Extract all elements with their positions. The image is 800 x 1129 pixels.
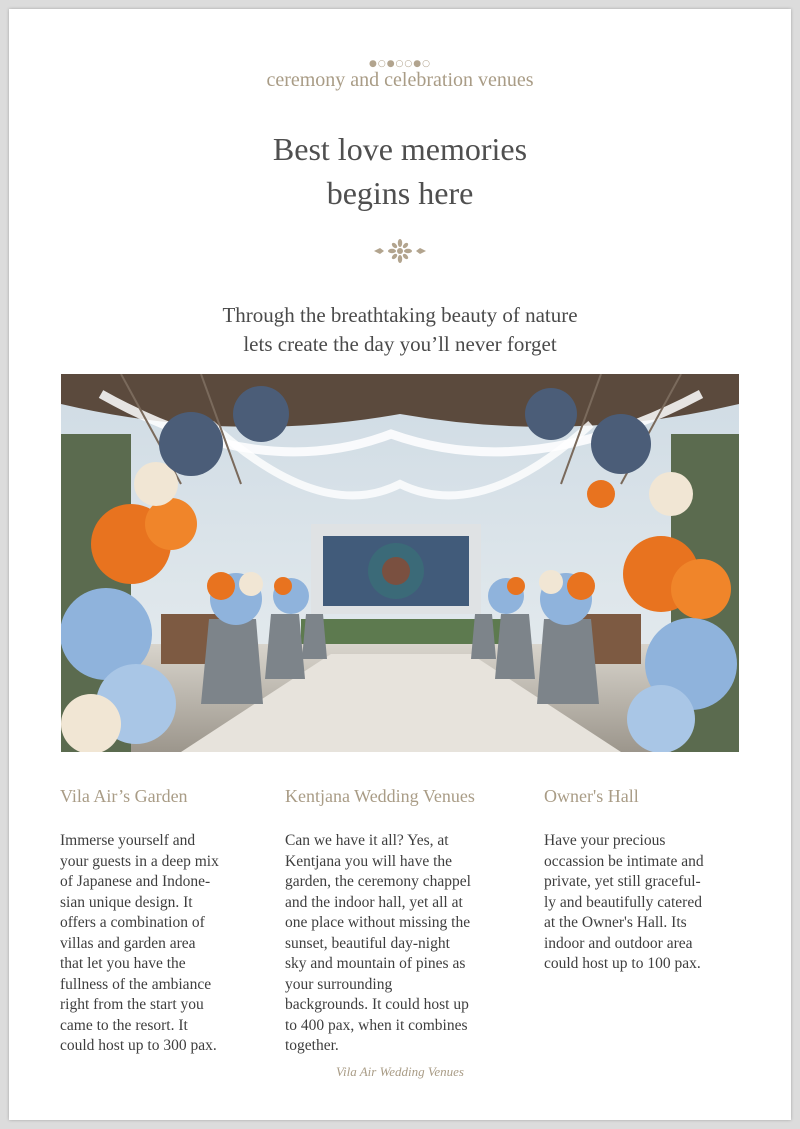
venue-title-owners-hall: Owner's Hall bbox=[544, 786, 639, 806]
venue-title-kentjana: Kentjana Wedding Venues bbox=[285, 786, 475, 806]
description-line: Kentjana you will have the bbox=[285, 852, 453, 870]
wedding-aisle-photo bbox=[61, 374, 739, 752]
brochure-page bbox=[9, 9, 791, 1120]
description-line: sian unique design. It bbox=[60, 893, 193, 911]
description-line: villas and garden area bbox=[60, 934, 196, 952]
page-subheading bbox=[9, 301, 791, 359]
description-line: one place without missing the bbox=[285, 914, 471, 931]
description-line: sky and mountain of pines as bbox=[285, 955, 466, 972]
description-line: could host up to 100 pax. bbox=[544, 955, 701, 972]
description-line: came to the resort. It bbox=[60, 1016, 188, 1034]
description-line: private, yet still graceful- bbox=[544, 873, 701, 890]
description-line: could host up to 300 pax. bbox=[60, 1037, 217, 1054]
description-line: sunset, beautiful day-night bbox=[285, 934, 450, 952]
description-line: right from the start you bbox=[60, 996, 204, 1013]
description-line: of Japanese and Indone- bbox=[60, 873, 211, 890]
description-line: to 400 pax, when it combines bbox=[285, 1016, 468, 1034]
section-kicker: ceremony and celebration venues bbox=[266, 69, 534, 91]
description-line: indoor and outdoor area bbox=[544, 934, 693, 952]
description-line: at the Owner's Hall. Its bbox=[544, 914, 687, 931]
description-line: ly and beautifully catered bbox=[544, 893, 702, 911]
description-line: offers a combination of bbox=[60, 914, 205, 931]
venue-title-vila-air-garden: Vila Air’s Garden bbox=[60, 786, 188, 806]
description-line: Can we have it all? Yes, at bbox=[285, 832, 449, 849]
description-line: fullness of the ambiance bbox=[60, 975, 212, 993]
venue-description-owners-hall bbox=[544, 831, 754, 975]
description-line: and the indoor hall, yet all at bbox=[285, 893, 463, 911]
floral-ornament-icon bbox=[370, 237, 430, 265]
description-line: backgrounds. It could host up bbox=[285, 996, 469, 1013]
venue-description-kentjana bbox=[285, 831, 525, 1057]
description-line: Have your precious bbox=[544, 832, 666, 849]
description-line: your guests in a deep mix bbox=[60, 852, 219, 870]
description-line: together. bbox=[285, 1037, 339, 1054]
description-line: that let you have the bbox=[60, 955, 186, 972]
headline-line-2: begins here bbox=[326, 175, 474, 211]
description-line: your surrounding bbox=[285, 975, 393, 993]
description-line: garden, the ceremony chappel bbox=[285, 873, 471, 890]
page-footer: Vila Air Wedding Venues bbox=[336, 1064, 464, 1079]
description-line: Immerse yourself and bbox=[60, 832, 196, 849]
subhead-line-2: lets create the day you’ll never forget bbox=[243, 332, 557, 356]
description-line: occassion be intimate and bbox=[544, 852, 704, 870]
headline-line-1: Best love memories bbox=[272, 131, 528, 167]
ornament-dots: ●○●○○●○ bbox=[369, 59, 431, 69]
subhead-line-1: Through the breathtaking beauty of nature bbox=[222, 303, 578, 327]
venue-description-vila-air-garden bbox=[60, 831, 265, 1057]
page-headline bbox=[9, 127, 791, 215]
